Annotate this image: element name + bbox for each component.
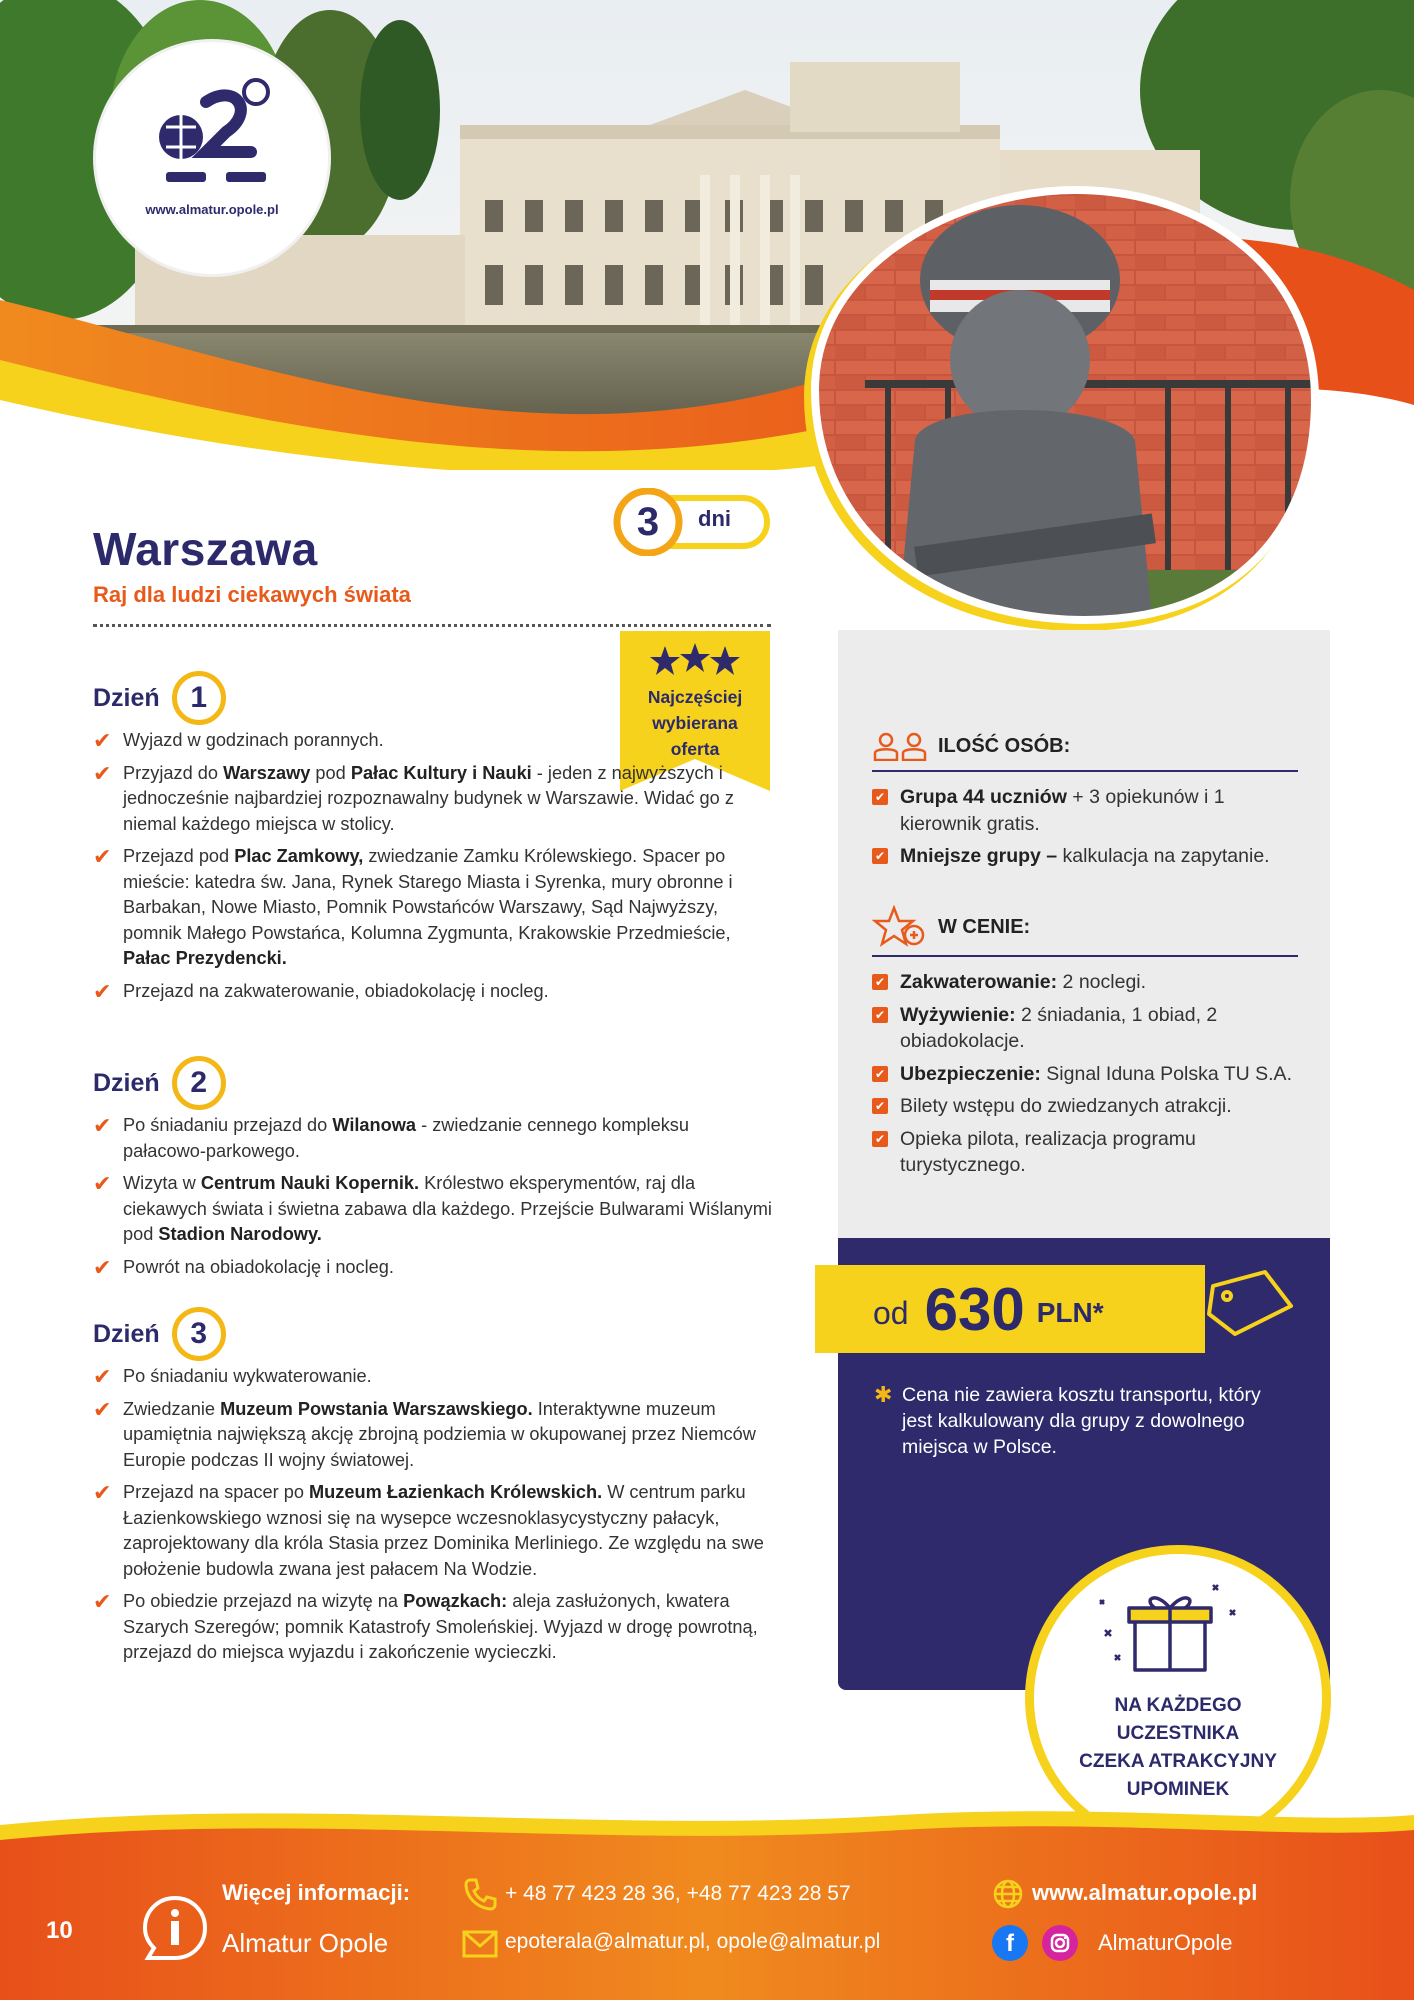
list-item bbox=[872, 1126, 1298, 1179]
item-text: Wizyta w bbox=[123, 1173, 201, 1193]
item-text: Pałac Prezydencki. bbox=[123, 948, 287, 968]
check-icon: ✔ bbox=[93, 1480, 112, 1505]
item-text: Plac Zamkowy, bbox=[234, 846, 364, 866]
check-icon: ✔ bbox=[93, 1254, 112, 1280]
statue-photo bbox=[775, 150, 1345, 650]
item-text: Przejazd na spacer po bbox=[123, 1482, 310, 1502]
people-icon bbox=[872, 731, 928, 761]
item-text: Warszawy bbox=[223, 762, 311, 783]
dotted-divider bbox=[93, 624, 771, 627]
list-item bbox=[93, 844, 773, 972]
more-info-label: Więcej informacji: bbox=[222, 1880, 411, 1905]
day-1-items bbox=[93, 728, 773, 1004]
item-text: Ubezpieczenie: bbox=[900, 1062, 1041, 1085]
logo-url[interactable]: www.almatur.opole.pl bbox=[145, 202, 279, 217]
included-heading: W CENIE: bbox=[938, 915, 1031, 938]
list-item bbox=[93, 1397, 773, 1474]
day-label: Dzień bbox=[93, 683, 160, 712]
item-text: Królestwo eksperymentów, raj dla ciekawych świata i świetna zabawa dla każdego. Przejście Bulwarami Wiślanymi pod bbox=[123, 1173, 772, 1244]
gift-text: NA KAŻDEGO UCZESTNIKA CZEKA ATRAKCYJNY UPOMINEK bbox=[1079, 1695, 1277, 1800]
list-item bbox=[93, 1364, 773, 1390]
day-number-badge: 1 bbox=[172, 671, 226, 725]
check-icon: ✔ bbox=[93, 760, 112, 786]
check-icon: ✔ bbox=[93, 978, 112, 1004]
item-text: Powązkach: bbox=[403, 1591, 508, 1611]
list-item bbox=[93, 1255, 773, 1281]
item-text: pod bbox=[310, 762, 351, 783]
instagram-icon[interactable] bbox=[1042, 1925, 1078, 1961]
item-text: aleja zasłużonych, kwatera Szarych Szeregów; pomnik Katastrofy Smoleńskiej. Wyjazd w drogę powrotną, przejazd do miejsca wyjazdu i zakończenie wycieczki. bbox=[123, 1591, 758, 1662]
price-value: 630 bbox=[924, 1275, 1025, 1343]
list-item bbox=[93, 728, 773, 754]
item-text: Bilety wstępu do zwiedzanych atrakcji. bbox=[900, 1095, 1232, 1117]
price-tag-icon bbox=[1205, 1268, 1295, 1338]
item-text: Wyżywienie: bbox=[900, 1003, 1016, 1026]
section-divider bbox=[872, 955, 1298, 957]
item-text: Po śniadaniu wykwaterowanie. bbox=[123, 1366, 372, 1386]
day-3-items bbox=[93, 1364, 773, 1666]
item-text: Signal Iduna Polska TU S.A. bbox=[1040, 1062, 1292, 1085]
check-icon: ✔ bbox=[93, 844, 112, 869]
check-icon: ✔ bbox=[93, 1589, 112, 1614]
item-text: - jeden z najwyższych i jednocześnie najbardziej rozpoznawalny budynek w Warszawie. Widać go z niemal każdego miejsca w stolicy. bbox=[123, 762, 734, 834]
check-icon: ✔ bbox=[93, 1396, 112, 1422]
day-label: Dzień bbox=[93, 1068, 160, 1097]
email-icon bbox=[462, 1930, 498, 1958]
list-item bbox=[93, 979, 773, 1005]
item-text: Mniejsze grupy – bbox=[900, 845, 1058, 867]
price-prefix: od bbox=[873, 1294, 909, 1331]
list-item bbox=[872, 843, 1298, 870]
item-text: kalkulacja na zapytanie. bbox=[1057, 845, 1270, 867]
logo-badge bbox=[96, 42, 328, 274]
checkbox-icon: ✔ bbox=[872, 1131, 888, 1147]
day-label: Dzień bbox=[93, 1319, 160, 1348]
day-2-section bbox=[93, 1053, 773, 1287]
persons-items bbox=[872, 784, 1298, 870]
item-text: Przyjazd do bbox=[123, 762, 224, 783]
checkbox-icon: ✔ bbox=[872, 1066, 888, 1082]
checkbox-icon: ✔ bbox=[872, 1098, 888, 1114]
trip-title: Warszawa bbox=[93, 523, 318, 575]
day-number-badge: 2 bbox=[172, 1056, 226, 1110]
check-icon: ✔ bbox=[93, 728, 112, 753]
gift-box-icon bbox=[1095, 1580, 1245, 1680]
item-text: - zwiedzanie cennego kompleksu pałacowo-parkowego. bbox=[123, 1115, 689, 1161]
item-text: Muzeum Powstania Warszawskiego. bbox=[220, 1398, 533, 1419]
list-item bbox=[93, 761, 773, 838]
persons-heading: ILOŚĆ OSÓB: bbox=[938, 734, 1071, 757]
day-2-items bbox=[93, 1113, 773, 1280]
checkbox-icon: ✔ bbox=[872, 974, 888, 990]
persons-section bbox=[872, 728, 1298, 876]
check-icon: ✔ bbox=[93, 1113, 112, 1138]
list-item bbox=[872, 1061, 1298, 1088]
list-item bbox=[872, 1002, 1298, 1055]
checkbox-icon: ✔ bbox=[872, 789, 888, 805]
item-text: Przejazd pod bbox=[123, 846, 235, 866]
list-item bbox=[93, 1480, 773, 1582]
day-1-section bbox=[93, 668, 773, 1011]
trip-subtitle: Raj dla ludzi ciekawych świata bbox=[93, 582, 411, 607]
item-text: Interaktywne muzeum upamiętnia największą akcję zbrojną podziemia w okupowanej przez Niemców Europie podczas II wojny światowej. bbox=[123, 1398, 756, 1470]
item-text: W centrum parku Łazienkowskiego wznosi się na wysepce wczesnoklasycystyczny pałacyk, zaprojektowany dla króla Stasia przez Dominika Merliniego. Ze względu na swe położenie budowla zwana jest pałacem Na Wodzie. bbox=[123, 1482, 764, 1579]
check-icon: ✔ bbox=[93, 1364, 112, 1389]
days-label: dni bbox=[698, 506, 731, 531]
included-section bbox=[872, 905, 1298, 1185]
item-text: 2 śniadania, 1 obiad, 2 obiadokolacje. bbox=[900, 1003, 1218, 1052]
item-text: Pałac Kultury i Nauki bbox=[350, 762, 532, 783]
item-text: zwiedzanie Zamku Królewskiego. Spacer po mieście: katedra św. Jana, Rynek Starego Miasta i Syrenka, mury obronne i Barbakan, Nowe Miasto, Pomnik Powstańców Warszawy, Sąd Najwyższy, pomnik Małego Powstańca, Kolumna Zygmunta, Krakowskie Przedmieście, bbox=[123, 846, 733, 943]
company-name: Almatur Opole bbox=[222, 1928, 389, 1958]
price-banner bbox=[815, 1265, 1205, 1353]
check-icon: ✔ bbox=[93, 1171, 112, 1196]
popular-offer-text: Najczęściej wybierana oferta bbox=[647, 687, 743, 759]
item-text: Zwiedzanie bbox=[123, 1398, 221, 1419]
checkbox-icon: ✔ bbox=[872, 1007, 888, 1023]
almatur-logo-icon bbox=[146, 72, 281, 202]
list-item bbox=[93, 1589, 773, 1666]
info-icon bbox=[140, 1893, 210, 1963]
item-text: Stadion Narodowy. bbox=[158, 1224, 322, 1244]
phone-icon bbox=[462, 1876, 498, 1912]
item-text: 2 noclegi. bbox=[1057, 971, 1147, 993]
list-item bbox=[872, 1093, 1298, 1120]
item-text: Opieka pilota, realizacja programu turystycznego. bbox=[900, 1127, 1196, 1176]
price-currency: PLN* bbox=[1036, 1297, 1104, 1328]
asterisk-icon: ✱ bbox=[874, 1382, 893, 1407]
item-text: Powrót na obiadokolację i nocleg. bbox=[123, 1256, 394, 1277]
list-item bbox=[872, 969, 1298, 996]
item-text: Wyjazd w godzinach porannych. bbox=[123, 730, 384, 750]
item-text: Muzeum Łazienkach Królewskich. bbox=[309, 1482, 603, 1502]
item-text: Przejazd na zakwaterowanie, obiadokolację i nocleg. bbox=[123, 980, 549, 1001]
facebook-icon[interactable]: f bbox=[992, 1925, 1028, 1961]
list-item bbox=[872, 784, 1298, 837]
days-count: 3 bbox=[636, 500, 660, 544]
social-handle[interactable]: AlmaturOpole bbox=[1098, 1930, 1233, 1955]
section-divider bbox=[872, 770, 1298, 772]
list-item bbox=[93, 1113, 773, 1164]
included-items bbox=[872, 969, 1298, 1179]
item-text: Po śniadaniu przejazd do bbox=[123, 1115, 333, 1135]
price-note: ✱ Cena nie zawiera kosztu transportu, który jest kalkulowany dla grupy z dowolnego miejsca w Polsce. bbox=[874, 1382, 1261, 1458]
day-number-badge: 3 bbox=[172, 1307, 226, 1361]
checkbox-icon: ✔ bbox=[872, 848, 888, 864]
globe-icon bbox=[992, 1878, 1024, 1910]
item-text: Centrum Nauki Kopernik. bbox=[200, 1173, 420, 1193]
day-3-section bbox=[93, 1304, 773, 1673]
email-addresses[interactable]: epoterala@almatur.pl, opole@almatur.pl bbox=[505, 1930, 881, 1953]
star-plus-icon bbox=[872, 905, 928, 949]
list-item bbox=[93, 1171, 773, 1248]
website-link[interactable]: www.almatur.opole.pl bbox=[1032, 1880, 1258, 1905]
item-text: Zakwaterowanie: bbox=[900, 971, 1058, 993]
phone-numbers[interactable]: + 48 77 423 28 36, +48 77 423 28 57 bbox=[505, 1882, 851, 1905]
item-text: Po obiedzie przejazd na wizytę na bbox=[123, 1591, 404, 1611]
item-text: Wilanowa bbox=[332, 1115, 417, 1135]
item-text: + 3 opiekunów i 1 kierownik gratis. bbox=[900, 786, 1225, 835]
item-text: Grupa 44 uczniów bbox=[900, 786, 1067, 808]
page-number: 10 bbox=[46, 1917, 73, 1944]
